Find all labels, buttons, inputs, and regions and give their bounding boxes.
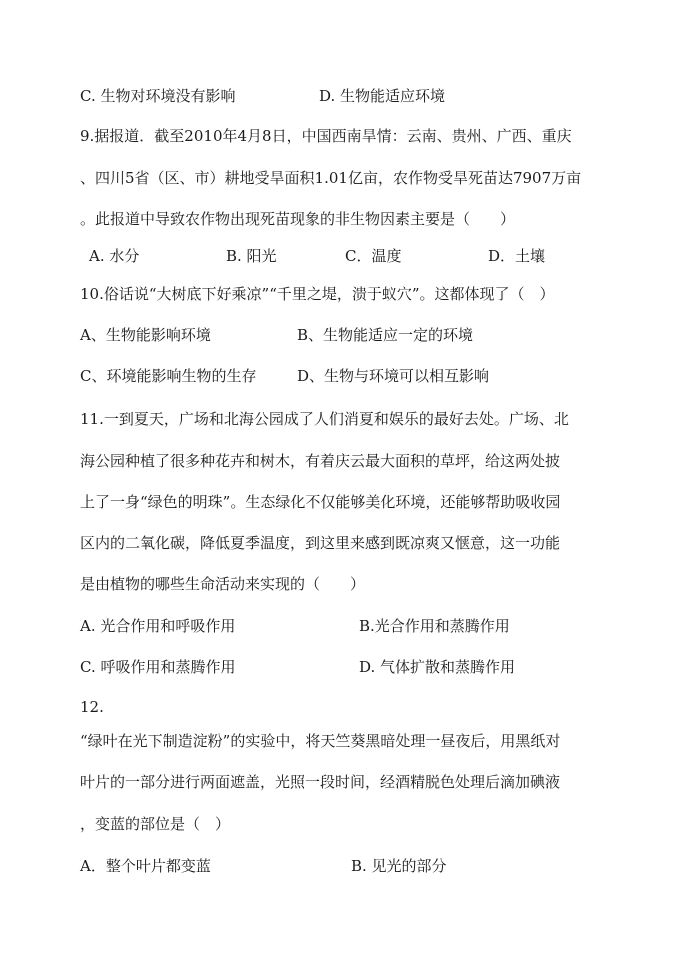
q12-text-line-2: 叶片的一部分进行两面遮盖，光照一段时间，经酒精脱色处理后滴加碘液	[80, 773, 561, 791]
q11-option-c: C. 呼吸作用和蒸腾作用	[80, 658, 236, 676]
q8-option-d: D. 生物能适应环境	[319, 87, 446, 105]
q12-text-line-1: “绿叶在光下制造淀粉”的实验中，将天竺葵黑暗处理一昼夜后，用黑纸对	[80, 732, 561, 750]
q9-option-a: A. 水分	[89, 247, 140, 265]
q9-text-line-1: 9.据报道．截至2010年4月8日，中国西南旱情：云南、贵州、广西、重庆	[80, 127, 572, 145]
q11-text-line-1: 11.一到夏天，广场和北海公园成了人们消夏和娱乐的最好去处。广场、北	[80, 410, 569, 428]
q11-text-line-2: 海公园种植了很多种花卉和树木，有着庆云最大面积的草坪，给这两处披	[80, 452, 561, 470]
q11-option-a: A. 光合作用和呼吸作用	[80, 617, 236, 635]
q9-option-c: C．温度	[345, 247, 402, 265]
q12-number: 12.	[80, 698, 104, 716]
q11-text-line-5: 是由植物的哪些生命活动来实现的（ ）	[80, 575, 366, 593]
q10-option-d: D、生物与环境可以相互影响	[297, 367, 490, 385]
q11-option-d: D. 气体扩散和蒸腾作用	[359, 658, 516, 676]
q11-text-line-3: 上了一身“绿色的明珠”。生态绿化不仅能够美化环境，还能够帮助吸收园	[80, 493, 561, 511]
q12-option-b: B. 见光的部分	[351, 857, 447, 875]
q10-option-b: B、生物能适应一定的环境	[297, 326, 474, 344]
q9-text-line-2: 、四川5省（区、市）耕地受旱面积1.01亿亩，农作物受旱死苗达7907万亩	[80, 169, 582, 187]
q10-option-c: C、环境能影响生物的生存	[80, 367, 257, 385]
q8-option-c: C. 生物对环境没有影响	[80, 87, 236, 105]
q9-option-d: D．土壤	[488, 247, 546, 265]
q11-option-b: B.光合作用和蒸腾作用	[359, 617, 510, 635]
q10-option-a: A、生物能影响环境	[80, 326, 211, 344]
q12-text-line-3: ，变蓝的部位是（ ）	[80, 815, 231, 833]
q10-text-line-1: 10.俗话说“大树底下好乘凉”“千里之堤，溃于蚁穴”。这都体现了（ ）	[80, 285, 555, 303]
q9-option-b: B. 阳光	[226, 247, 277, 265]
q12-option-a: A．整个叶片都变蓝	[80, 857, 211, 875]
q9-text-line-3: 。此报道中导致农作物出现死苗现象的非生物因素主要是（ ）	[80, 210, 516, 228]
q11-text-line-4: 区内的二氧化碳，降低夏季温度，到这里来感到既凉爽又惬意，这一功能	[80, 534, 561, 552]
